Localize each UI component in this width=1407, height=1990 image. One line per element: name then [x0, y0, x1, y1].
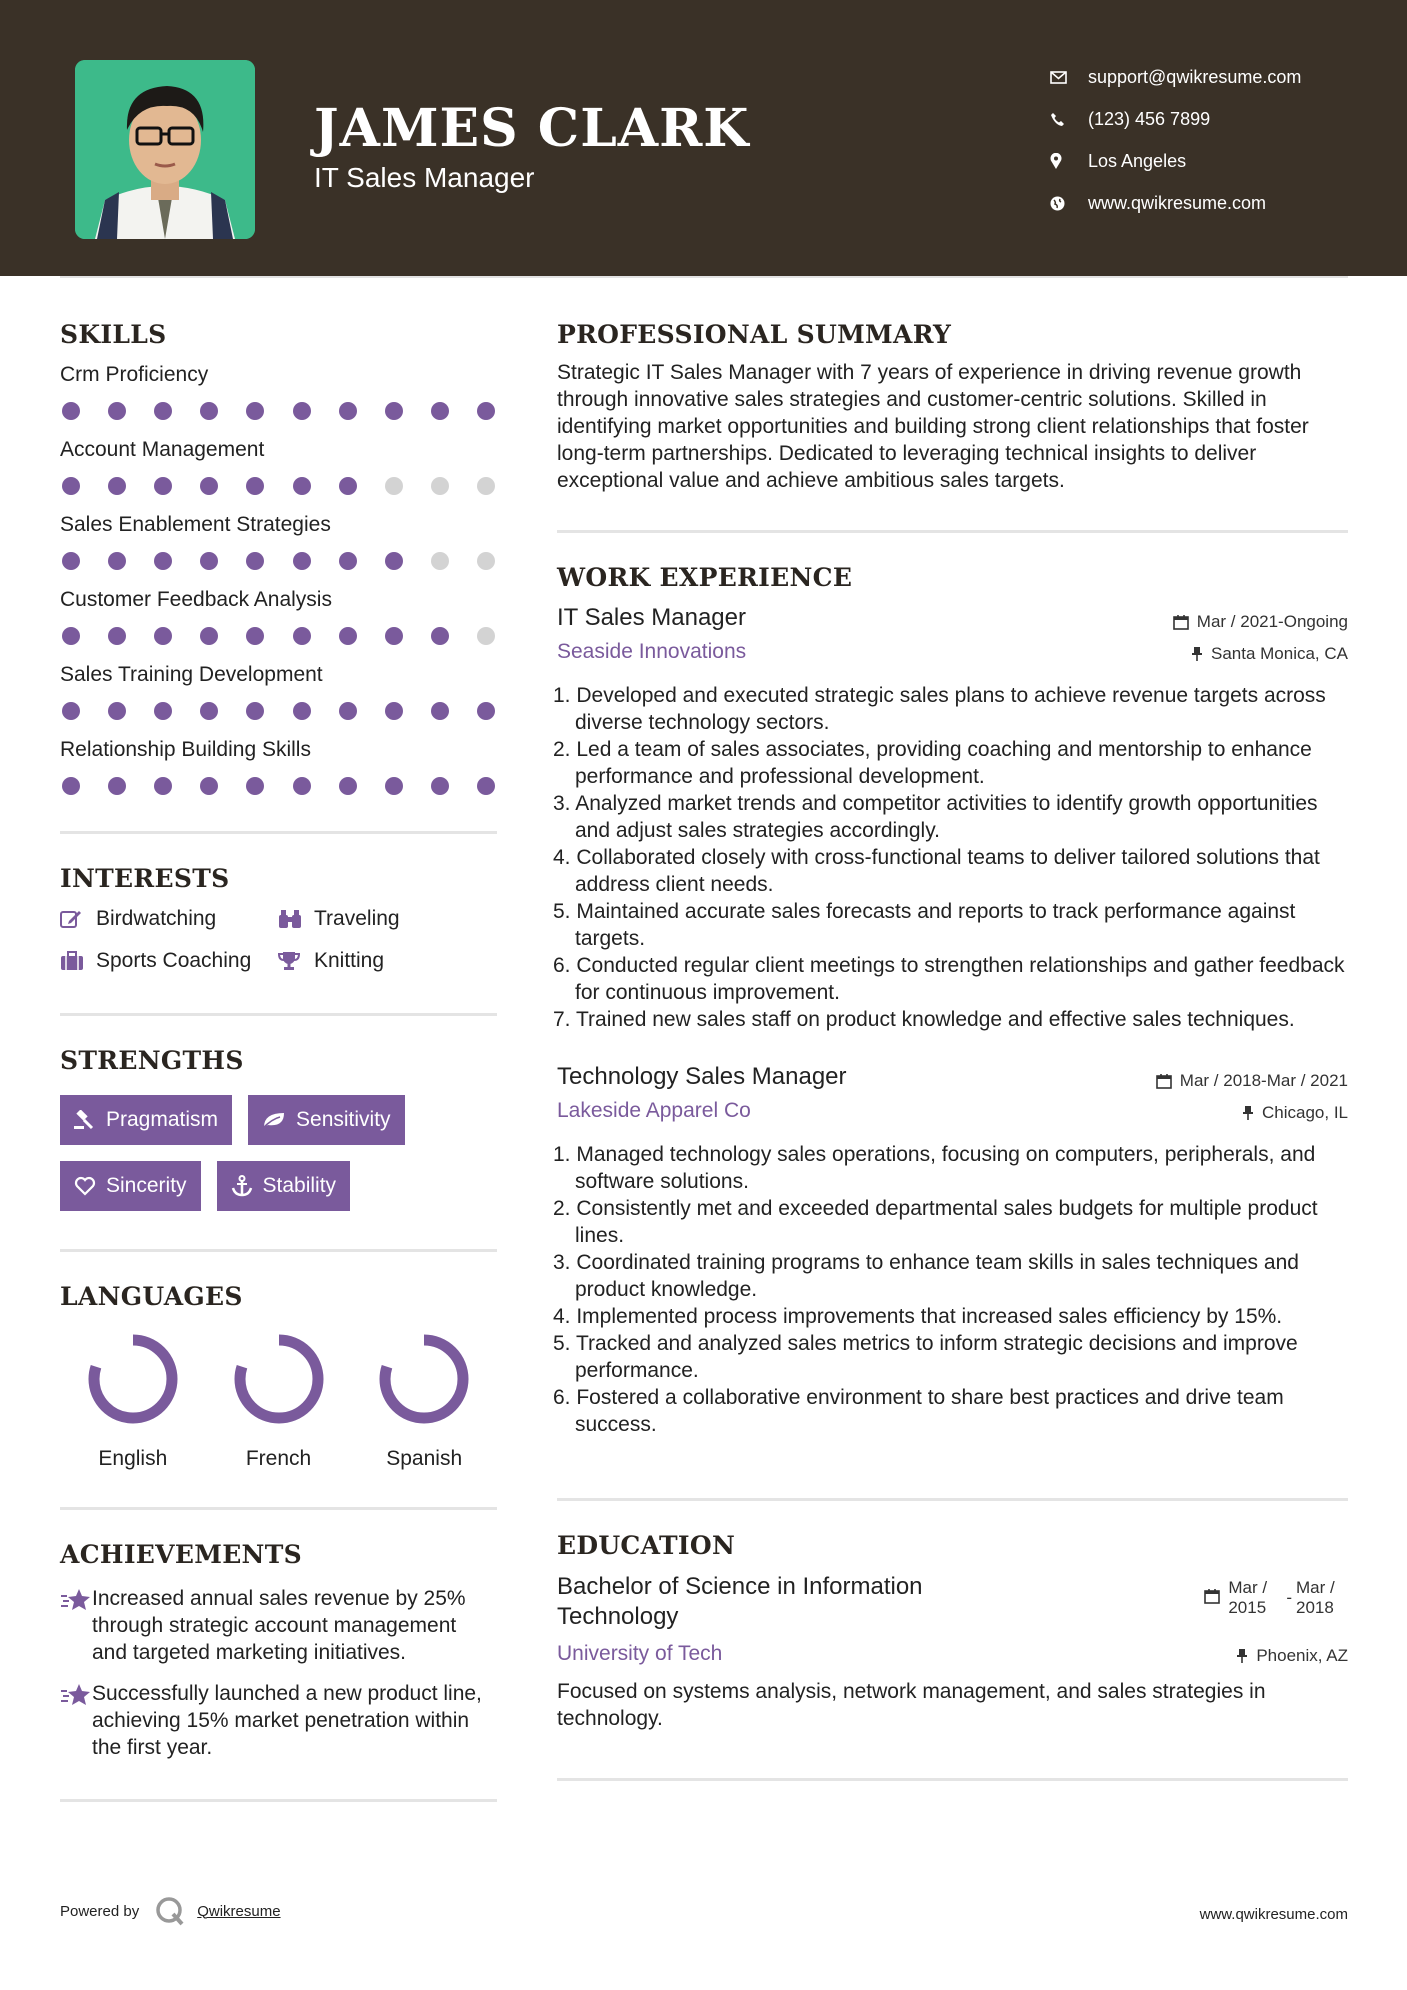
- rating-dot: [246, 477, 264, 495]
- languages-heading: LANGUAGES: [60, 1282, 243, 1311]
- rating-dot: [200, 777, 218, 795]
- pushpin-icon: [1242, 1105, 1254, 1121]
- job-dates: [1173, 612, 1348, 632]
- contact-email-text: support@qwikresume.com: [1088, 66, 1302, 87]
- job-dates-text: Mar / 2021-Ongoing: [1196, 612, 1348, 631]
- language-label: English: [98, 1447, 168, 1470]
- rating-dot: [477, 552, 495, 570]
- language-label: Spanish: [386, 1447, 463, 1470]
- experience-heading: WORK EXPERIENCE: [557, 563, 853, 592]
- strength-label: Stability: [262, 1174, 337, 1197]
- rating-dot: [200, 402, 218, 420]
- job-title: Technology Sales Manager: [557, 1063, 847, 1090]
- interest-label: Traveling: [314, 907, 400, 930]
- strength-label: Sincerity: [106, 1174, 187, 1197]
- footer-url[interactable]: www.qwikresume.com: [1199, 1906, 1348, 1923]
- languages-list: [60, 1329, 497, 1471]
- job-bullet: 1. Developed and executed strategic sales plans to achieve revenue targets across diverse technology sectors.: [553, 684, 1326, 734]
- degree-title: Bachelor of Science in Information Technology: [557, 1573, 923, 1630]
- language-label: French: [245, 1447, 312, 1470]
- rating-dot: [431, 777, 449, 795]
- education-heading: EDUCATION: [557, 1531, 736, 1560]
- strengths-list: [60, 1095, 497, 1211]
- rating-dot: [431, 477, 449, 495]
- rating-dot: [477, 777, 495, 795]
- strength-tag: [60, 1095, 232, 1145]
- job-bullet: 3. Coordinated training programs to enhance team skills in sales techniques and product knowledge.: [553, 1251, 1299, 1301]
- language-item: [60, 1329, 206, 1471]
- strength-label: Pragmatism: [106, 1108, 219, 1131]
- rating-dot: [246, 402, 264, 420]
- section-divider: [60, 1249, 497, 1252]
- education-entry: [557, 1572, 1348, 1732]
- education-start: Mar / 2015: [1228, 1578, 1268, 1617]
- achievements-heading: ACHIEVEMENTS: [60, 1540, 302, 1569]
- contact-phone-text: (123) 456 7899: [1088, 108, 1211, 129]
- trophy-icon: [278, 951, 314, 971]
- skill-name: Sales Training Development: [60, 663, 323, 686]
- language-item: [206, 1329, 352, 1471]
- language-level-ring: [229, 1329, 329, 1429]
- job-bullet: 6. Fostered a collaborative environment to share best practices and drive team success.: [553, 1386, 1284, 1436]
- company-name: Seaside Innovations: [557, 640, 747, 663]
- rating-dot: [431, 702, 449, 720]
- rating-dot: [246, 552, 264, 570]
- interest-label: Birdwatching: [96, 907, 217, 930]
- interest-label: Sports Coaching: [96, 949, 252, 972]
- job-location: [1242, 1103, 1348, 1123]
- summary-heading: PROFESSIONAL SUMMARY: [557, 320, 952, 349]
- heart-icon: [74, 1176, 96, 1196]
- rating-dot: [431, 627, 449, 645]
- powered-by-text: Powered by: [60, 1902, 140, 1920]
- rating-dot: [339, 552, 357, 570]
- interest-item: [278, 907, 497, 931]
- rating-dot: [293, 552, 311, 570]
- job-title: IT Sales Manager: [557, 604, 746, 631]
- skill-rating: [60, 477, 497, 495]
- job-bullet: 4. Implemented process improvements that increased sales efficiency by 15%.: [553, 1305, 1283, 1328]
- rating-dot: [431, 402, 449, 420]
- leaf-icon: [262, 1111, 286, 1129]
- footer-powered-by: [60, 1896, 281, 1926]
- job-bullet: 5. Maintained accurate sales forecasts and reports to track performance against targets.: [553, 900, 1296, 950]
- rating-dot: [154, 552, 172, 570]
- rating-dot: [246, 702, 264, 720]
- rating-dot: [108, 477, 126, 495]
- star-icon: [60, 1585, 92, 1666]
- rating-dot: [62, 777, 80, 795]
- resume-header: [0, 0, 1407, 276]
- rating-dot: [477, 477, 495, 495]
- rating-dot: [154, 702, 172, 720]
- achievement-item: [60, 1680, 497, 1761]
- job-bullet: 5. Tracked and analyzed sales metrics to inform strategic decisions and improve performance.: [553, 1332, 1298, 1382]
- rating-dot: [154, 477, 172, 495]
- calendar-icon: [1156, 1073, 1172, 1089]
- school-name: University of Tech: [557, 1642, 723, 1665]
- rating-dot: [62, 627, 80, 645]
- rating-dot: [385, 777, 403, 795]
- section-divider: [557, 1498, 1348, 1501]
- achievement-item: [60, 1585, 497, 1666]
- candidate-title: IT Sales Manager: [314, 162, 535, 193]
- job-bullet: 6. Conducted regular client meetings to strengthen relationships and gather feedback for continuous improvement.: [553, 954, 1345, 1004]
- rating-dot: [293, 477, 311, 495]
- job-bullets: [553, 682, 1348, 1033]
- envelope-icon: [1050, 71, 1088, 84]
- interest-item: [60, 949, 278, 973]
- education-description: Focused on systems analysis, network management, and sales strategies in technology.: [557, 1680, 1266, 1730]
- binoculars-icon: [278, 909, 314, 929]
- education-end: Mar / 2018: [1296, 1578, 1335, 1617]
- strength-tag: [60, 1161, 201, 1211]
- rating-dot: [62, 552, 80, 570]
- rating-dot: [385, 552, 403, 570]
- language-level-ring: [83, 1329, 183, 1429]
- section-divider: [60, 1507, 497, 1510]
- job-bullet: 7. Trained new sales staff on product knowledge and effective sales techniques.: [553, 1008, 1295, 1031]
- qwikresume-link[interactable]: Qwikresume: [197, 1902, 281, 1920]
- job-entry: [553, 604, 1348, 1033]
- contact-phone[interactable]: [1050, 98, 1380, 140]
- job-bullet: 1. Managed technology sales operations, focusing on computers, peripherals, and software solutions.: [553, 1143, 1316, 1193]
- rating-dot: [62, 477, 80, 495]
- rating-dot: [62, 402, 80, 420]
- skill-rating: [60, 777, 497, 795]
- globe-icon: [1050, 196, 1088, 211]
- skill-name: Crm Proficiency: [60, 363, 209, 386]
- contact-location-text: Los Angeles: [1088, 150, 1187, 171]
- candidate-name: JAMES CLARK: [314, 98, 750, 159]
- interest-item: [60, 907, 278, 931]
- interests-list: [60, 907, 497, 973]
- strength-tag: [217, 1161, 351, 1211]
- language-item: [351, 1329, 497, 1471]
- summary-text: Strategic IT Sales Manager with 7 years of experience in driving revenue growth through innovative sales strategies and customer-centric solutions. Skilled in identifying market opportunities and building strong client relationships that foster long-term partnerships. Dedicated to leveraging technical insights to deliver exceptional value and achieve ambitious sales targets.: [557, 361, 1309, 492]
- contact-website-text: www.qwikresume.com: [1088, 192, 1267, 213]
- interest-label: Knitting: [314, 949, 385, 972]
- rating-dot: [385, 402, 403, 420]
- strength-tag: [248, 1095, 405, 1145]
- skill-rating: [60, 702, 497, 720]
- location-pin-icon: [1050, 153, 1088, 169]
- job-bullets: [553, 1141, 1348, 1438]
- rating-dot: [293, 777, 311, 795]
- profile-photo: [75, 60, 255, 239]
- rating-dot: [154, 777, 172, 795]
- star-icon: [60, 1680, 92, 1761]
- rating-dot: [385, 627, 403, 645]
- section-divider: [557, 530, 1348, 533]
- date-separator: -: [1286, 1588, 1292, 1607]
- skills-heading: SKILLS: [60, 320, 167, 349]
- job-entry: [553, 1063, 1348, 1438]
- skill-rating: [60, 627, 497, 645]
- skills-list: [60, 363, 497, 795]
- job-bullet: 2. Led a team of sales associates, providing coaching and mentorship to enhance performance and professional development.: [553, 738, 1312, 788]
- gavel-icon: [74, 1110, 96, 1130]
- contact-email[interactable]: [1050, 56, 1380, 98]
- rating-dot: [108, 627, 126, 645]
- skill-name: Customer Feedback Analysis: [60, 588, 332, 611]
- section-divider: [60, 1013, 497, 1016]
- rating-dot: [200, 702, 218, 720]
- section-divider: [60, 1799, 497, 1802]
- rating-dot: [108, 552, 126, 570]
- achievement-text: Successfully launched a new product line, achieving 15% market penetration within the first year.: [92, 1682, 482, 1759]
- rating-dot: [477, 627, 495, 645]
- job-location: [1191, 644, 1348, 664]
- pushpin-icon: [1191, 646, 1203, 662]
- pushpin-icon: [1236, 1648, 1248, 1664]
- education-location-text: Phoenix, AZ: [1256, 1646, 1348, 1665]
- interest-item: [278, 949, 497, 973]
- rating-dot: [385, 477, 403, 495]
- strengths-heading: STRENGTHS: [60, 1046, 244, 1075]
- job-location-text: Chicago, IL: [1262, 1103, 1348, 1122]
- rating-dot: [431, 552, 449, 570]
- calendar-icon: [1173, 614, 1189, 630]
- contact-location: [1050, 140, 1380, 182]
- education-location: [1236, 1646, 1348, 1666]
- phone-icon: [1050, 112, 1088, 127]
- rating-dot: [108, 402, 126, 420]
- rating-dot: [339, 702, 357, 720]
- skill-name: Relationship Building Skills: [60, 738, 311, 761]
- contact-website[interactable]: [1050, 182, 1380, 224]
- company-name: Lakeside Apparel Co: [557, 1099, 751, 1122]
- skill-rating: [60, 552, 497, 570]
- interests-heading: INTERESTS: [60, 864, 230, 893]
- suitcase-icon: [60, 951, 96, 971]
- rating-dot: [246, 777, 264, 795]
- rating-dot: [339, 777, 357, 795]
- rating-dot: [339, 402, 357, 420]
- job-bullet: 3. Analyzed market trends and competitor activities to identify growth opportunities and adjust sales strategies accordingly.: [553, 792, 1318, 842]
- education-dates: [1204, 1578, 1348, 1618]
- skill-name: Account Management: [60, 438, 265, 461]
- language-level-ring: [374, 1329, 474, 1429]
- rating-dot: [154, 627, 172, 645]
- rating-dot: [293, 702, 311, 720]
- skill-rating: [60, 402, 497, 420]
- left-column: [60, 320, 497, 1802]
- job-dates-text: Mar / 2018-Mar / 2021: [1179, 1071, 1348, 1090]
- rating-dot: [108, 777, 126, 795]
- section-divider: [60, 831, 497, 834]
- qwikresume-logo-icon: [155, 1896, 185, 1926]
- right-column: [553, 320, 1348, 1781]
- rating-dot: [62, 702, 80, 720]
- skill-name: Sales Enablement Strategies: [60, 513, 331, 536]
- calendar-icon: [1204, 1588, 1220, 1604]
- edit-icon: [60, 909, 96, 929]
- rating-dot: [200, 477, 218, 495]
- rating-dot: [339, 627, 357, 645]
- rating-dot: [246, 627, 264, 645]
- header-divider: [60, 276, 1348, 278]
- job-bullet: 2. Consistently met and exceeded departmental sales budgets for multiple product lines.: [553, 1197, 1318, 1247]
- job-bullet: 4. Collaborated closely with cross-functional teams to deliver tailored solutions that address client needs.: [553, 846, 1320, 896]
- rating-dot: [200, 552, 218, 570]
- contact-list: [1050, 56, 1380, 224]
- rating-dot: [108, 702, 126, 720]
- rating-dot: [293, 402, 311, 420]
- rating-dot: [293, 627, 311, 645]
- strength-label: Sensitivity: [296, 1108, 391, 1131]
- job-dates: [1156, 1071, 1348, 1091]
- section-divider: [557, 1778, 1348, 1781]
- rating-dot: [477, 702, 495, 720]
- anchor-icon: [231, 1175, 253, 1197]
- rating-dot: [339, 477, 357, 495]
- rating-dot: [200, 627, 218, 645]
- achievement-text: Increased annual sales revenue by 25% through strategic account management and targeted marketing initiatives.: [92, 1587, 466, 1664]
- rating-dot: [477, 402, 495, 420]
- job-location-text: Santa Monica, CA: [1210, 644, 1348, 663]
- rating-dot: [385, 702, 403, 720]
- rating-dot: [154, 402, 172, 420]
